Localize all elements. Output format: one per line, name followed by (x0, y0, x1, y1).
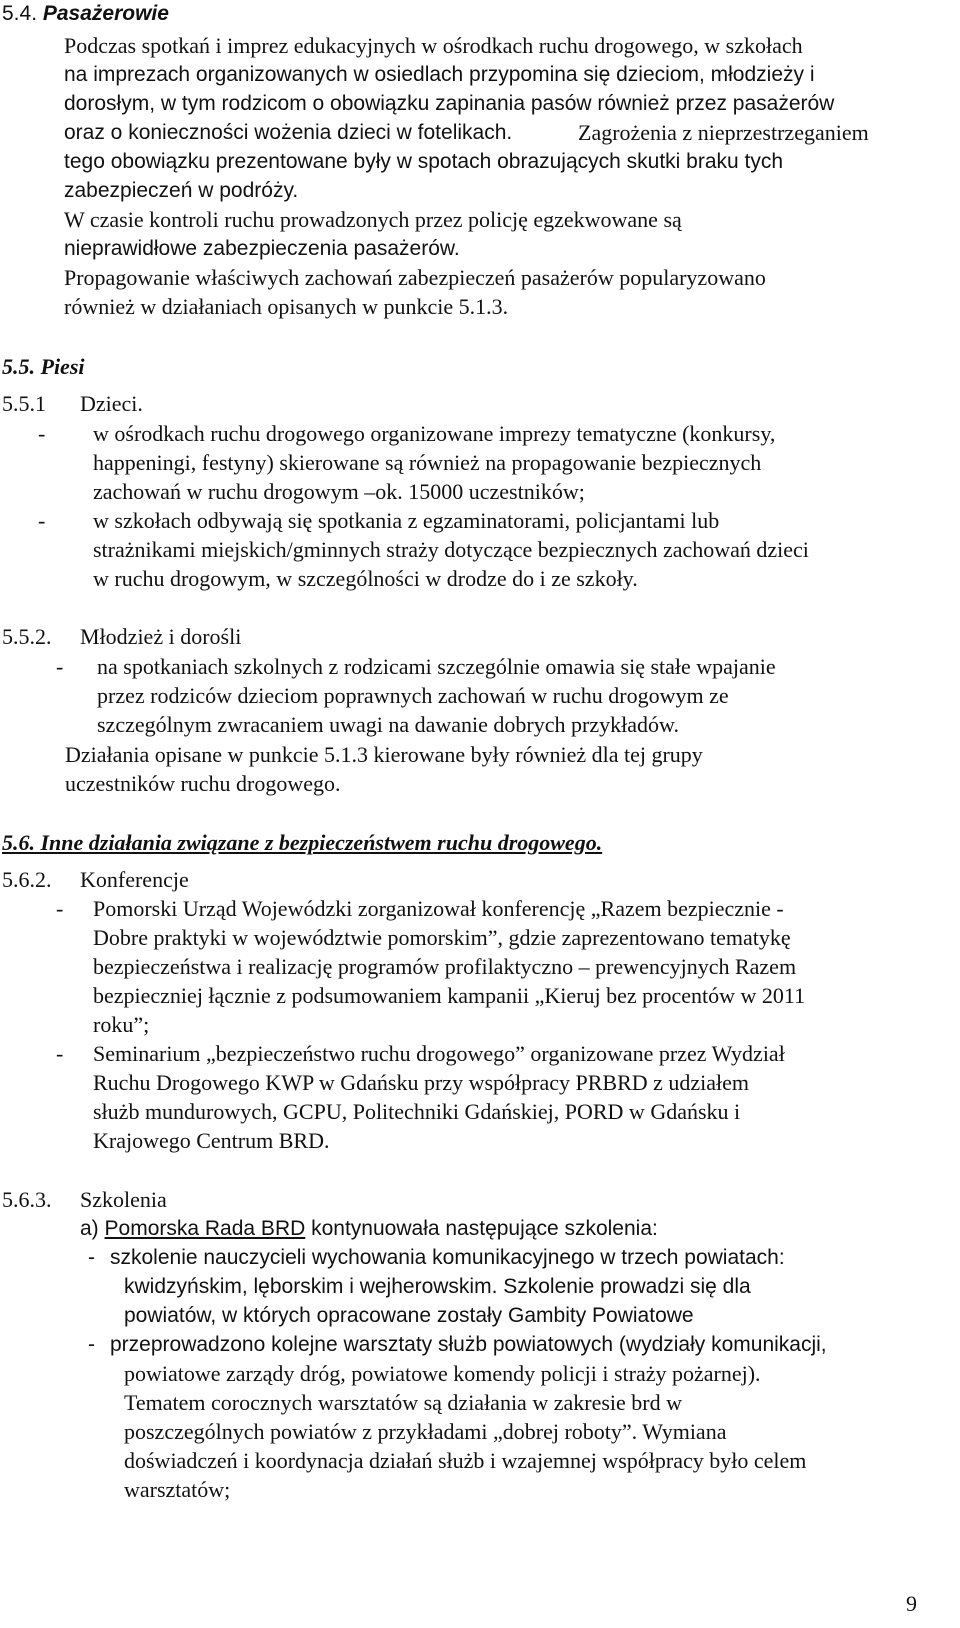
conf-item-1-line-4: bezpieczniej łącznie z podsumowaniem kampanii „Kieruj bez procentów w 2011 (93, 983, 806, 1008)
conf-item-2-line-2: Ruchu Drogowego KWP w Gdańsku przy współpracy PRBRD z udziałem (93, 1070, 750, 1095)
training-item-2-line-1: przeprowadzono kolejne warsztaty służb powiatowych (wydziały komunikacji, (110, 1333, 827, 1356)
s54-line-1: Podczas spotkań i imprez edukacyjnych w ośrodkach ruchu drogowego, w szkołach (64, 33, 803, 58)
conf-item-1-line-2: Dobre praktyki w województwie pomorskim”, gdzie zaprezentowano tematykę (93, 925, 791, 950)
s552-para-line-1: Działania opisane w punkcie 5.1.3 kierowane były również dla tej grupy (65, 742, 703, 767)
s54-line-4b: Zagrożenia z nieprzestrzeganiem (578, 120, 869, 145)
training-item-1-bullet: - (88, 1246, 95, 1269)
section-5-4-title: Pasażerowie (42, 2, 169, 25)
s551-title: Dzieci. (80, 391, 143, 416)
s54-line-10: również w działaniach opisanych w punkcie 5.1.3. (64, 294, 509, 319)
s551-item-2-line-3: w ruchu drogowym, w szczególności w drodze do i ze szkoły. (93, 566, 638, 591)
s551-item-2-line-1: w szkołach odbywają się spotkania z egzaminatorami, policjantami lub (93, 508, 720, 533)
s552-title: Młodzież i dorośli (80, 624, 242, 649)
training-a-label: a) (80, 1217, 99, 1240)
s54-line-4a: oraz o konieczności wożenia dzieci w fotelikach. (64, 121, 513, 144)
s563-number: 5.6.3. (2, 1187, 52, 1212)
conf-item-1-line-1: Pomorski Urząd Wojewódzki zorganizował konferencję „Razem bezpiecznie - (93, 896, 784, 921)
training-item-2-line-5: doświadczeń i koordynacja działań służb i wzajemnej współpracy było celem (124, 1448, 807, 1473)
s54-line-7: W czasie kontroli ruchu prowadzonych przez policję egzekwowane są (64, 207, 682, 232)
training-item-2-line-3: Tematem corocznych warsztatów są działania w zakresie brd w (124, 1390, 682, 1415)
s551-item-1-line-2: happeningi, festyny) skierowane są również na propagowanie bezpiecznych (93, 450, 762, 475)
s551-item-1-line-3: zachowań w ruchu drogowym –ok. 15000 uczestników; (93, 479, 585, 504)
training-item-1-line-2: kwidzyńskim, lęborskim i wejherowskim. Szkolenie prowadzi się dla (124, 1275, 751, 1298)
conf-item-1-bullet: - (56, 896, 64, 921)
training-item-1-line-1: szkolenie nauczycieli wychowania komunikacyjnego w trzech powiatach: (110, 1246, 785, 1269)
s562-number: 5.6.2. (2, 867, 52, 892)
s552-para-line-2: uczestników ruchu drogowego. (65, 771, 341, 796)
s54-line-8: nieprawidłowe zabezpieczenia pasażerów. (64, 237, 460, 260)
s54-line-6: zabezpieczeń w podróży. (64, 179, 299, 202)
s551-item-1-line-1: w ośrodkach ruchu drogowego organizowane imprezy tematyczne (konkursy, (93, 421, 776, 446)
s552-item-1-line-2: przez rodziców dzieciom poprawnych zachowań w ruchu drogowym ze (97, 683, 729, 708)
training-item-2-line-2: powiatowe zarządy dróg, powiatowe komendy policji i straży pożarnej). (124, 1361, 761, 1386)
conf-item-2-bullet: - (56, 1041, 64, 1066)
section-5-4-heading (2, 0, 169, 28)
s552-item-1-line-1: na spotkaniach szkolnych z rodzicami szczególnie omawia się stałe wpajanie (97, 654, 776, 679)
s54-line-5: tego obowiązku prezentowane były w spotach obrazujących skutki braku tych (64, 150, 784, 173)
training-item-2-line-4: poszczególnych powiatów z przykładami „dobrej roboty”. Wymiana (124, 1419, 727, 1444)
s552-item-1-line-3: szczególnym zwracaniem uwagi na dawanie dobrych przykładów. (97, 712, 679, 737)
s562-title: Konferencje (80, 867, 189, 892)
conf-item-2-line-3: służb mundurowych, GCPU, Politechniki Gdańskiej, PORD w Gdańsku i (93, 1099, 741, 1124)
conf-item-1-line-5: roku”; (93, 1012, 150, 1037)
page-number: 9 (906, 1591, 917, 1616)
section-5-6-heading: 5.6. Inne działania związane z bezpieczeństwem ruchu drogowego. (2, 830, 603, 855)
conf-item-1-line-3: bezpieczeństwa i realizację programów profilaktyczno – prewencyjnych Razem (93, 954, 797, 979)
s551-number: 5.5.1 (2, 391, 46, 416)
training-item-1-line-3: powiatów, w których opracowane zostały Gambity Powiatowe (124, 1304, 694, 1327)
training-a-line (80, 1215, 658, 1243)
training-item-2-bullet: - (88, 1333, 95, 1356)
conf-item-2-line-4: Krajowego Centrum BRD. (93, 1128, 330, 1153)
s552-item-1-bullet: - (56, 654, 64, 679)
conf-item-2-line-1: Seminarium „bezpieczeństwo ruchu drogowego” organizowane przez Wydział (93, 1041, 785, 1066)
s551-item-2-line-2: strażnikami miejskich/gminnych straży dotyczące bezpiecznych zachowań dzieci (93, 537, 809, 562)
s54-line-3: dorosłym, w tym rodzicom o obowiązku zapinania pasów również przez pasażerów (64, 92, 835, 115)
s552-number: 5.5.2. (2, 624, 52, 649)
training-a-text: kontynuowała następujące szkolenia: (305, 1217, 658, 1240)
s563-title: Szkolenia (80, 1187, 167, 1212)
s551-item-2-bullet: - (38, 508, 46, 533)
section-5-5-heading: 5.5. Piesi (2, 354, 85, 379)
s551-item-1-bullet: - (38, 421, 46, 446)
s54-line-9: Propagowanie właściwych zachowań zabezpieczeń pasażerów popularyzowano (64, 265, 766, 290)
training-a-organization: Pomorska Rada BRD (104, 1217, 306, 1240)
s54-line-2: na imprezach organizowanych w osiedlach przypomina się dzieciom, młodzieży i (64, 63, 815, 86)
section-5-4-number: 5.4. (2, 2, 38, 25)
training-item-2-line-6: warsztatów; (124, 1477, 231, 1502)
